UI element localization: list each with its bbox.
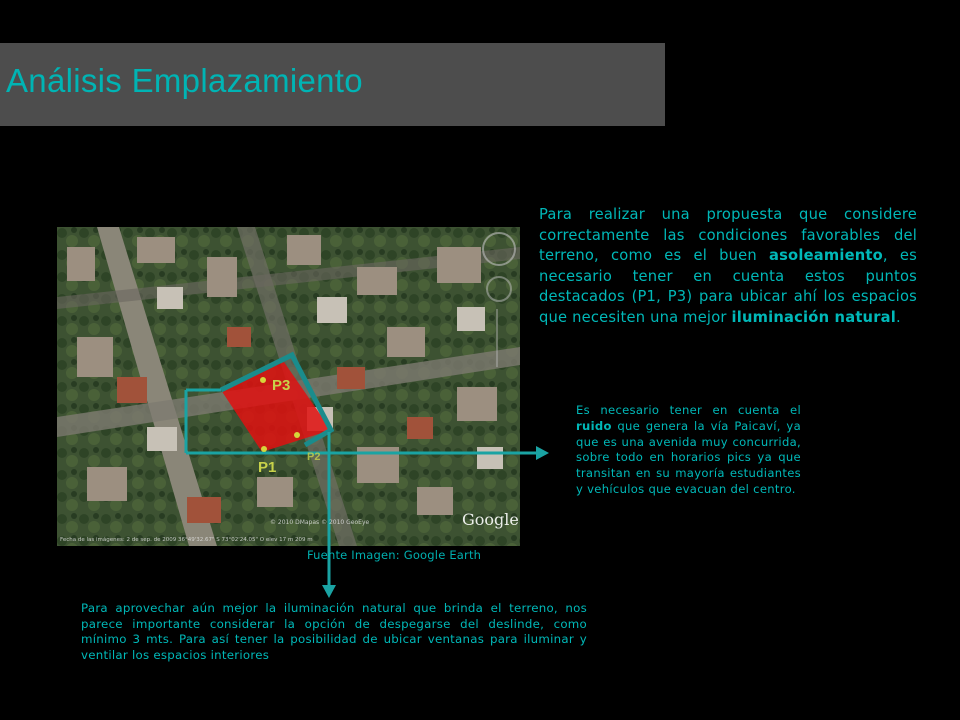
google-watermark: Google	[462, 510, 519, 529]
slide-title: Análisis Emplazamiento	[6, 62, 363, 99]
map-status-bar: Fecha de las imágenes: 2 de sep. de 2009 36°49'32.67" S 73°02'24.05" O elev 17 m 209 m	[60, 537, 313, 543]
paragraph-asoleamiento	[539, 205, 917, 328]
p3-label: P3	[272, 377, 291, 394]
text-segment: , es necesario tener en cuenta estos puntos destacados (P1, P3) para ubicar ahí los espacios que necesiten una mejor	[539, 247, 917, 326]
arrow-down-head	[322, 585, 336, 598]
map-copyright: © 2010 DMapas © 2010 GeoEye	[270, 519, 370, 526]
image-source-caption: Fuente Imagen: Google Earth	[307, 548, 482, 562]
text-segment: Es necesario tener en cuenta el	[576, 403, 801, 417]
p2-marker	[294, 432, 300, 438]
emphasis-ruido: ruido	[576, 418, 612, 433]
p3-marker	[260, 377, 266, 383]
p1-marker	[261, 446, 267, 452]
text-segment: .	[895, 308, 901, 326]
emphasis-asoleamiento: asoleamiento	[769, 247, 883, 264]
arrow-right-head	[536, 446, 549, 460]
emphasis-iluminacion: iluminación natural	[731, 308, 896, 326]
paragraph-ruido	[576, 403, 801, 498]
text-segment: Para realizar una propuesta que considere correctamente las condiciones favorables del terreno, como es el buen	[539, 206, 917, 264]
paragraph-iluminacion: Para aprovechar aún mejor la iluminación natural que brinda el terreno, nos parece importante considerar la opción de despegarse del deslinde, como mínimo 3 mts. Para así tener la posibilidad de ubicar ventanas para iluminar y ventilar los espacios interiores	[81, 601, 587, 662]
text-segment: que genera la vía Paicaví, ya que es una avenida muy concurrida, sobre todo en horarios pics ya que transitan en su mayoría estudiantes y vehículos que evacuan del centro.	[576, 418, 801, 496]
p1-label: P1	[258, 459, 277, 476]
p2-label: P2	[307, 451, 321, 463]
